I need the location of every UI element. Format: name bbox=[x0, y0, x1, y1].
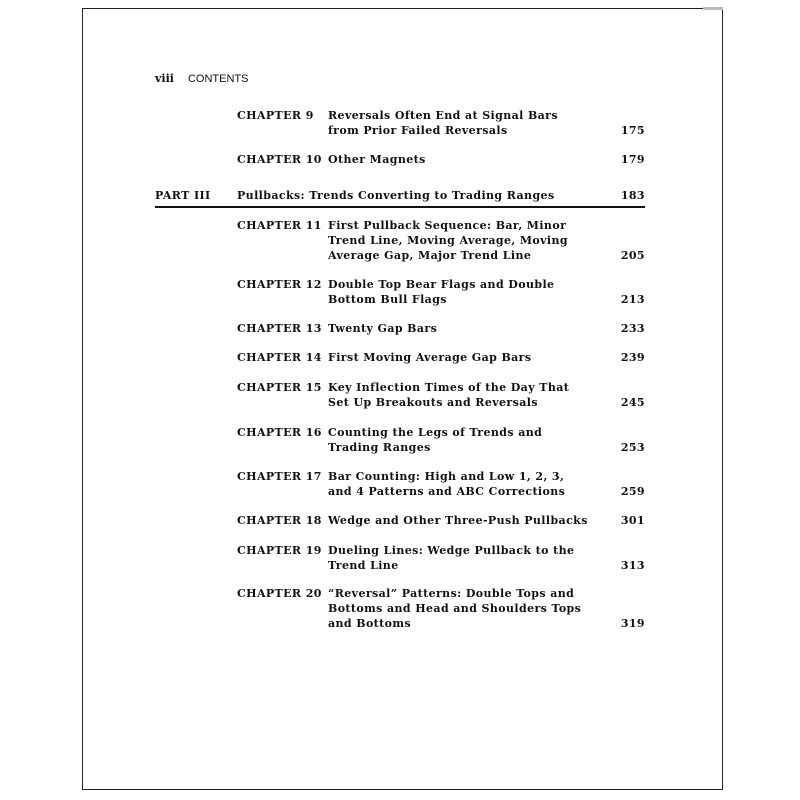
chapter-title: Reversals Often End at Signal Bars from Prior Failed Reversals bbox=[328, 109, 558, 137]
toc-entry-chapter-13[interactable] bbox=[237, 321, 645, 336]
toc-entry-chapter-10[interactable] bbox=[237, 152, 645, 167]
chapter-title: Double Top Bear Flags and Double Bottom Bull Flags bbox=[328, 278, 555, 306]
page-corner-mark bbox=[703, 7, 723, 10]
chapter-title: Dueling Lines: Wedge Pullback to the Trend Line bbox=[328, 544, 575, 572]
chapter-page: 319 bbox=[620, 617, 645, 630]
toc-entry-chapter-18[interactable] bbox=[237, 513, 645, 528]
chapter-label: CHAPTER 19 bbox=[237, 544, 322, 557]
chapter-label: CHAPTER 14 bbox=[237, 351, 322, 364]
toc-entry-chapter-19[interactable] bbox=[237, 543, 645, 573]
chapter-page: 179 bbox=[620, 153, 645, 166]
part-title: Pullbacks: Trends Converting to Trading Ranges bbox=[237, 189, 555, 202]
chapter-label: CHAPTER 12 bbox=[237, 278, 322, 291]
chapter-title: First Moving Average Gap Bars bbox=[328, 351, 532, 364]
chapter-label: CHAPTER 10 bbox=[237, 153, 322, 166]
chapter-title: Twenty Gap Bars bbox=[328, 322, 438, 335]
chapter-label: CHAPTER 18 bbox=[237, 514, 322, 527]
toc-part-heading[interactable] bbox=[155, 189, 645, 208]
chapter-title: “Reversal” Patterns: Double Tops and Bottoms and Head and Shoulders Tops and Bottoms bbox=[328, 587, 582, 630]
chapter-page: 239 bbox=[620, 351, 645, 364]
chapter-label: CHAPTER 9 bbox=[237, 109, 314, 122]
chapter-title: First Pullback Sequence: Bar, Minor Trend Line, Moving Average, Moving Average Gap, Major Trend Line bbox=[328, 219, 568, 262]
chapter-title: Counting the Legs of Trends and Trading Ranges bbox=[328, 426, 543, 454]
chapter-page: 301 bbox=[620, 514, 645, 527]
toc-entry-chapter-20[interactable] bbox=[237, 586, 645, 631]
toc-entry-chapter-17[interactable] bbox=[237, 469, 645, 499]
chapter-page: 245 bbox=[620, 396, 645, 409]
chapter-page: 175 bbox=[620, 124, 645, 137]
chapter-page: 213 bbox=[620, 293, 645, 306]
chapter-label: CHAPTER 17 bbox=[237, 470, 322, 483]
chapter-label: CHAPTER 11 bbox=[237, 219, 322, 232]
toc-entry-chapter-11[interactable] bbox=[237, 218, 645, 263]
chapter-title: Other Magnets bbox=[328, 153, 426, 166]
chapter-page: 259 bbox=[620, 485, 645, 498]
chapter-page: 233 bbox=[620, 322, 645, 335]
chapter-page: 253 bbox=[620, 441, 645, 454]
running-head bbox=[155, 72, 248, 85]
toc-entry-chapter-12[interactable] bbox=[237, 277, 645, 307]
chapter-title: Bar Counting: High and Low 1, 2, 3, and 4 Patterns and ABC Corrections bbox=[328, 470, 566, 498]
chapter-label: CHAPTER 16 bbox=[237, 426, 322, 439]
toc-entry-chapter-14[interactable] bbox=[237, 350, 645, 365]
page-number: viii bbox=[155, 72, 174, 85]
part-page: 183 bbox=[620, 189, 645, 202]
toc-entry-chapter-15[interactable] bbox=[237, 380, 645, 410]
chapter-title: Wedge and Other Three-Push Pullbacks bbox=[328, 514, 588, 527]
chapter-title: Key Inflection Times of the Day That Set Up Breakouts and Reversals bbox=[328, 381, 570, 409]
chapter-label: CHAPTER 20 bbox=[237, 587, 322, 600]
chapter-page: 313 bbox=[620, 559, 645, 572]
toc-entry-chapter-9[interactable] bbox=[237, 108, 645, 138]
toc-entry-chapter-16[interactable] bbox=[237, 425, 645, 455]
part-label: PART III bbox=[155, 189, 211, 202]
chapter-label: CHAPTER 15 bbox=[237, 381, 322, 394]
chapter-page: 205 bbox=[620, 249, 645, 262]
running-head-title: CONTENTS bbox=[187, 73, 249, 85]
chapter-label: CHAPTER 13 bbox=[237, 322, 322, 335]
